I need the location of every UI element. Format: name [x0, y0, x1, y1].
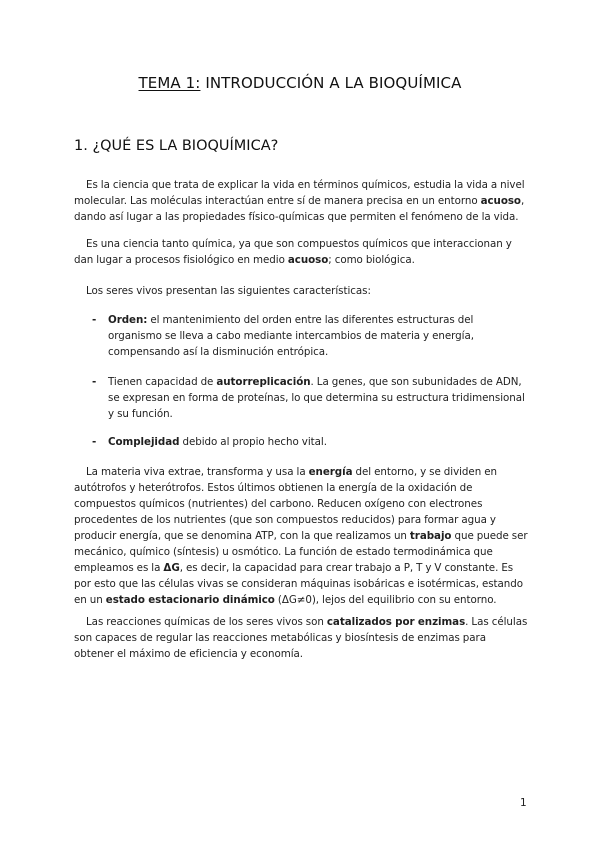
paragraph-3	[74, 283, 528, 299]
list-item-orden	[92, 312, 532, 360]
list-bullet: -	[92, 314, 97, 326]
p1-bold: acuoso	[480, 195, 521, 207]
item3-bold: Complejidad	[108, 436, 180, 448]
item2-bold: autorreplicación	[216, 376, 311, 388]
list-item-complejidad	[92, 434, 532, 450]
paragraph-5	[74, 614, 528, 662]
item3-text: debido al propio hecho vital.	[179, 436, 327, 448]
item2-text-end: . La genes, que son subunidades de ADN, se expresan en forma de proteínas, lo que determina su estructura tridimensional y su función.	[108, 376, 525, 420]
p4-bold-estado: estado estacionario dinámico	[105, 594, 275, 606]
p3-text: Los seres vivos presentan las siguientes características:	[86, 285, 371, 297]
p1-text-end: , dando así lugar a las propiedades físico-químicas que permiten el fenómeno de la vida.	[74, 195, 525, 223]
p2-text-end: ; como biológica.	[328, 254, 415, 266]
p4-bold-energia: energía	[308, 466, 353, 478]
p4-text-e: , es decir, la capacidad para crear trabajo a P, T y V constante. Es por esto que las células vivas se consideran máquinas isobáricas e isotérmicas, estando en un	[74, 562, 524, 606]
list-bullet: -	[92, 376, 97, 388]
item1-bold: Orden:	[108, 314, 148, 326]
item1-text: el mantenimiento del orden entre las diferentes estructuras del organismo se lleva a cabo mediante intercambios de materia y energía, compensando así la disminución entrópica.	[108, 314, 474, 358]
paragraph-2	[74, 236, 528, 268]
paragraph-1	[74, 177, 528, 225]
page-title	[0, 74, 600, 92]
p1-text: Es la ciencia que trata de explicar la vida en términos químicos, estudia la vida a nivel molecular. Las moléculas interactúan entre sí de manera precisa en un entorno	[74, 179, 525, 207]
title-text: INTRODUCCIÓN A LA BIOQUÍMICA	[200, 74, 462, 92]
section-heading: 1. ¿QUÉ ES LA BIOQUÍMICA?	[74, 138, 279, 154]
p2-text: Es una ciencia tanto química, ya que son compuestos químicos que interaccionan y dan lugar a procesos fisiológico en medio	[74, 238, 512, 266]
title-prefix: TEMA 1:	[138, 74, 201, 92]
p4-text-a: La materia viva extrae, transforma y usa la	[86, 466, 309, 478]
list-bullet: -	[92, 436, 97, 448]
paragraph-4	[74, 464, 528, 608]
p4-text-c: del entorno, y se dividen en autótrofos y heterótrofos. Estos últimos obtienen la energía de la oxidación de compuestos químicos (nutrientes) del carbono. Reducen oxígeno con electrones procedentes de los nutrientes (que son compuestos reducidos) para formar agua y producir energía, que se denomina ATP, con la que realizamos un	[74, 466, 497, 542]
list-item-autorreplicacion	[92, 374, 532, 422]
p5-bold: catalizados por enzimas	[326, 616, 466, 628]
p4-text-f: (ΔG≠0), lejos del equilibrio con su entorno.	[274, 594, 497, 606]
p2-bold: acuoso	[287, 254, 329, 266]
p5-text: Las reacciones químicas de los seres vivos son	[86, 616, 327, 628]
p4-bold-trabajo: trabajo	[409, 530, 452, 542]
page-number: 1	[520, 797, 527, 809]
p4-bold-delta-g: ΔG	[163, 562, 180, 574]
p5-text-end: . Las células son capaces de regular las reacciones metabólicas y biosíntesis de enzimas para obtener el máximo de eficiencia y economía.	[74, 616, 528, 660]
p4-text-d: que puede ser mecánico, químico (síntesis) u osmótico. La función de estado termodinámica que empleamos es la	[74, 530, 528, 574]
item2-text: Tienen capacidad de	[108, 376, 217, 388]
